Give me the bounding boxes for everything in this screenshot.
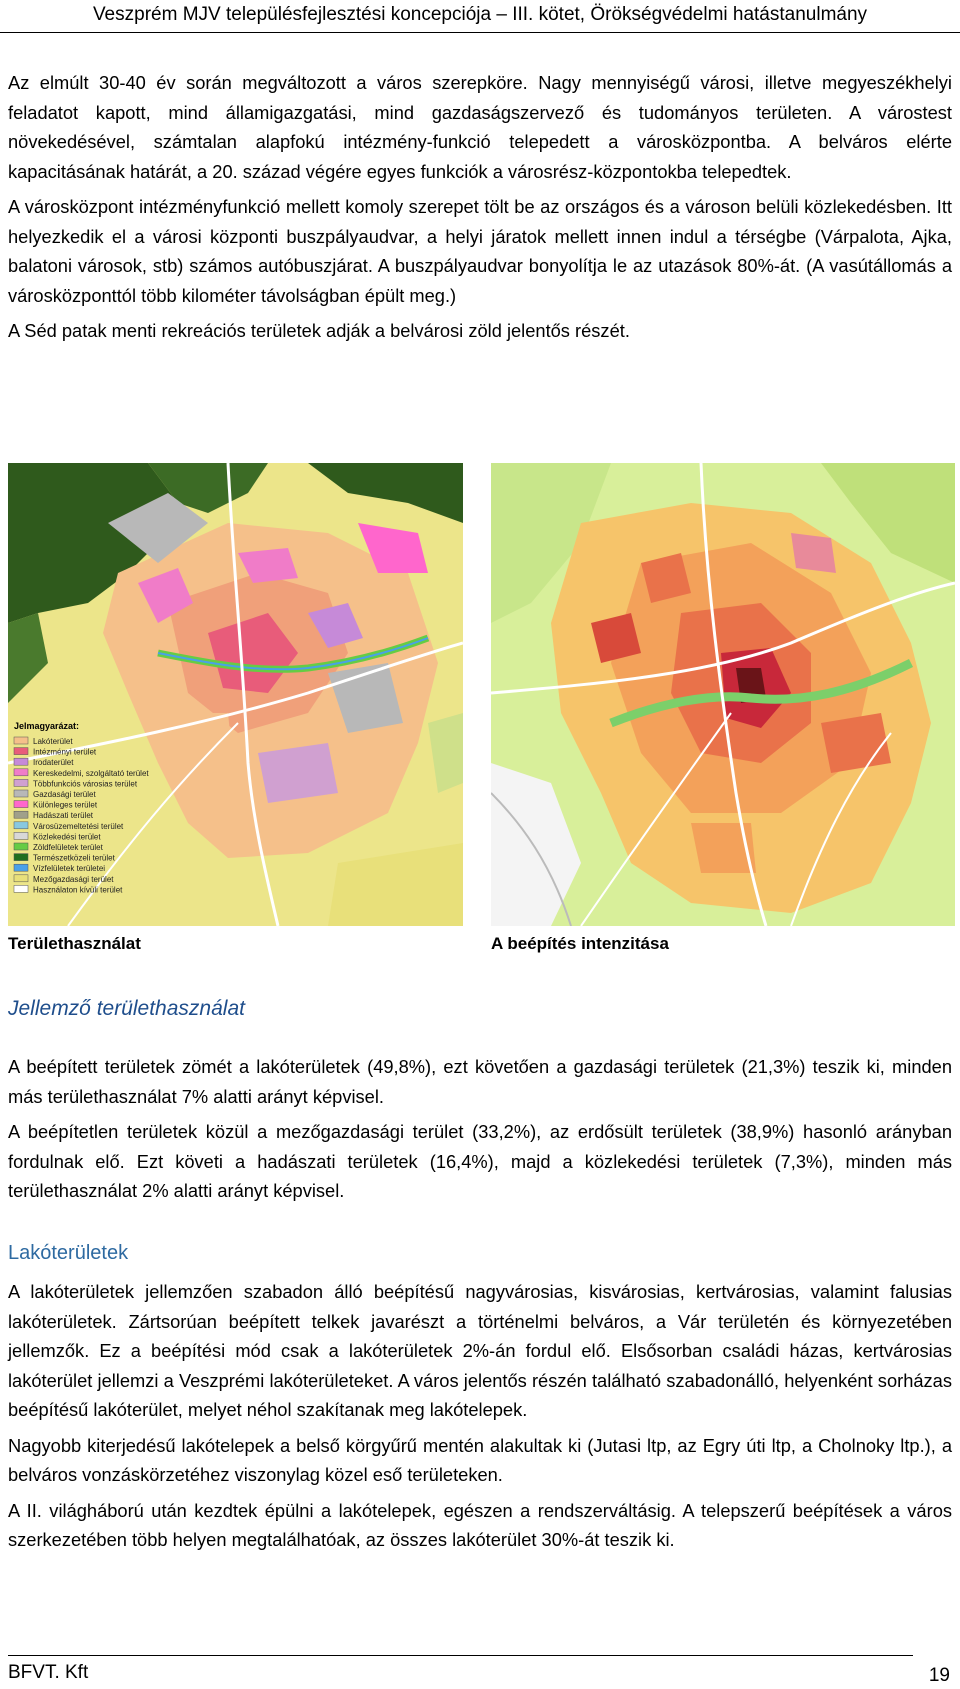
legend-swatch (14, 790, 28, 797)
land-use-paragraph-1: A beépített területek zömét a lakóterületek (49,8%), ezt követően a gazdasági területek (21,3%) teszik ki, minden más területhasználat 7% alatti arányt képvisel. (8, 1056, 952, 1107)
header-title: Veszprém MJV településfejlesztési koncepciója – III. kötet, Örökségvédelmi hatástanulmány (92, 4, 868, 25)
section-heading-residential: Lakóterületek (8, 1242, 129, 1264)
legend-swatch (14, 875, 28, 882)
building-intensity-map-graphic (491, 463, 955, 926)
legend-label: Kereskedelmi, szolgáltató terület (33, 768, 149, 778)
section-residential-text (8, 1277, 952, 1555)
page-header (0, 0, 960, 33)
intro-paragraph-2: A városközpont intézményfunkció mellett komoly szerepet tölt be az országos és a városon belüli közlekedésben. Itt helyezkedik el a városi központi buszpályaudvar, a helyi járatok mellett innen indul a térségbe (Várpalota, Ajka, balatoni városok, stb) számos autóbuszjárat. A buszpályaudvar bonyolítja le az utazások 80%-át. (A vasútállomás a városközponttól több kilométer távolságban épült meg.) (8, 196, 952, 306)
residential-paragraph-2: Nagyobb kiterjedésű lakótelepek a belső körgyűrű mentén alakultak ki (Jutasi ltp, az Egry úti ltp, a Cholnoky ltp.), a belváros vonzáskörzetéhez viszonylag közel eső területeken. (8, 1434, 952, 1485)
page-number: 19 (928, 1665, 950, 1686)
legend-swatch (14, 885, 28, 892)
legend-label: Használaton kívüli terület (33, 885, 123, 895)
land-use-paragraph-2: A beépítetlen területek közül a mezőgazdasági terület (33,2%), az erdősült területek (38,9%) hasonló arányban fordulnak elő. Ezt követi a hadászati területek (16,4%), majd a közlekedési területek (7,3%), minden más területhasználat 2% alatti arányt képvisel. (8, 1121, 952, 1201)
legend-label: Zöldfelületek terület (33, 843, 103, 852)
building-intensity-map (491, 463, 955, 926)
footer-divider (8, 1655, 913, 1656)
intro-text (8, 68, 952, 346)
legend-label: Városüzemeltetési terület (33, 821, 124, 831)
legend-swatch (14, 769, 28, 776)
legend-swatch (14, 737, 28, 744)
legend-swatch (14, 748, 28, 755)
legend-label: Intézményi terület (33, 747, 97, 757)
legend-swatch (14, 843, 28, 850)
legend-swatch (14, 832, 28, 839)
legend-label: Mezőgazdasági terület (33, 874, 114, 884)
residential-paragraph-1: A lakóterületek jellemzően szabadon álló beépítésű nagyvárosias, kisvárosias, kertvárosias, valamint falusias lakóterületek. Zártsorúan beépített telkek javarészt a történelmi belváros, a Vár területén és környezetében jellemzők. Ez a beépítési mód csak a lakóterületek 2%-án fordul elő. Elsősorban családi házas, kertvárosias lakóterület jellemzi a Veszprémi lakóterületeket. A város jelentős részén található szabadonálló, helyenként sorházas beépítésű lakóterület, melyet néhol szakítanak meg lakótelepek. (8, 1281, 952, 1420)
intro-paragraph-3: A Séd patak menti rekreációs területek adják a belvárosi zöld jelentős részét. (8, 320, 630, 341)
legend-label: Különleges terület (33, 800, 98, 810)
land-use-map-graphic (8, 463, 463, 926)
legend-label: Hadászati terület (33, 811, 94, 821)
legend-title: Jelmagyarázat: (14, 721, 80, 731)
section-land-use-text (8, 1052, 952, 1206)
intro-paragraph-1: Az elmúlt 30-40 év során megváltozott a város szerepköre. Nagy mennyiségű városi, illetve megyeszékhelyi feladatot kapott, mind államigazgatási, mind gazdaságszervező és tudományos területen. A várostest növekedésével, számtalan alapfokú intézmény-funkció telepedett a városközpontba. A belváros elérte kapacitásának határát, a 20. század végére egyes funkciók a városrész-központokba telepedtek. (8, 72, 952, 182)
legend-label: Lakóterület (33, 737, 73, 746)
building-intensity-caption: A beépítés intenzitása (491, 934, 669, 953)
legend-swatch (14, 822, 28, 829)
footer-company: BFVT. Kft (8, 1662, 89, 1683)
legend-label: Vízfelületek területei (33, 864, 106, 874)
residential-paragraph-3: A II. világháború után kezdtek épülni a lakótelepek, egészen a rendszerváltásig. A telepszerű beépítések a város szerkezetében több helyen megtalálhatóak, az összes lakóterület 30%-át teszik ki. (8, 1499, 952, 1550)
legend-swatch (14, 758, 28, 765)
legend-swatch (14, 801, 28, 808)
legend-swatch (14, 854, 28, 861)
legend-swatch (14, 864, 28, 871)
legend-label: Irodaterület (33, 758, 74, 768)
legend-swatch (14, 779, 28, 786)
legend-label: Gazdasági terület (33, 790, 96, 799)
land-use-caption: Területhasználat (8, 934, 141, 953)
legend-swatch (14, 811, 28, 818)
section-heading-land-use: Jellemző területhasználat (8, 997, 245, 1020)
land-use-map (8, 463, 463, 926)
legend-label: Többfunkciós városias terület (33, 779, 138, 789)
legend-label: Közlekedési terület (33, 832, 101, 842)
legend-label: Természetközeli terület (33, 853, 115, 863)
